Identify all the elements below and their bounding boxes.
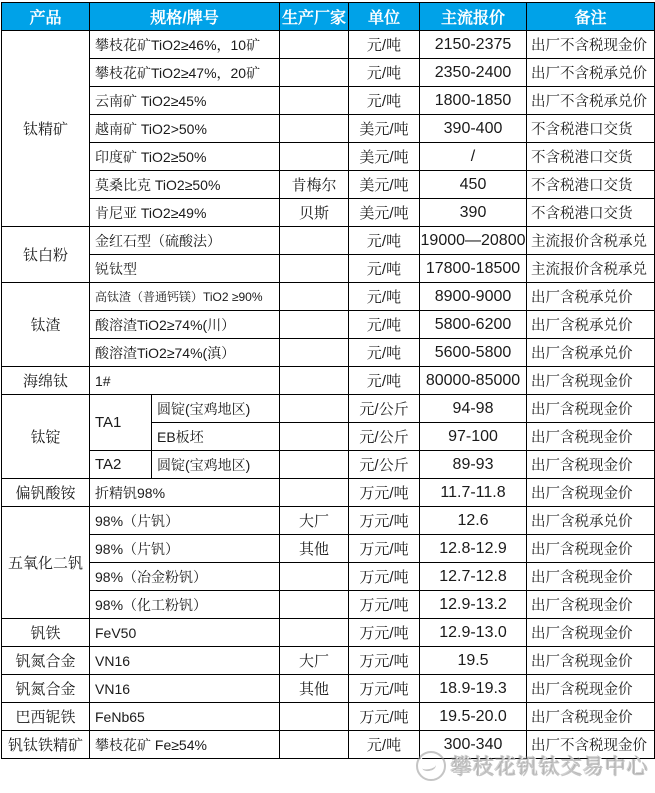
unit-cell: 美元/吨 <box>349 115 420 143</box>
price-cell: 300-340 <box>420 731 527 759</box>
table-row <box>2 339 655 367</box>
mfr-cell <box>280 227 349 255</box>
column-header: 单位 <box>349 3 420 31</box>
product-cell: 钒氮合金 <box>2 647 90 675</box>
table-row <box>2 451 655 479</box>
remark-cell: 不含税港口交货 <box>527 115 655 143</box>
mfr-cell <box>280 591 349 619</box>
spec-cell: FeV50 <box>90 619 280 647</box>
unit-cell: 元/公斤 <box>349 451 420 479</box>
price-cell: 12.7-12.8 <box>420 563 527 591</box>
spec-cell: 酸溶渣TiO2≥74%(滇） <box>90 339 280 367</box>
price-cell: 12.9-13.2 <box>420 591 527 619</box>
remark-cell: 出厂含税现金价 <box>527 367 655 395</box>
unit-cell: 元/吨 <box>349 311 420 339</box>
mfr-cell <box>280 311 349 339</box>
table-row <box>2 227 655 255</box>
price-cell: 5600-5800 <box>420 339 527 367</box>
remark-cell: 主流报价含税承兑 <box>527 227 655 255</box>
remark-cell: 出厂不含税现金价 <box>527 731 655 759</box>
mfr-cell <box>280 731 349 759</box>
mfr-cell <box>280 339 349 367</box>
column-header: 生产厂家 <box>280 3 349 31</box>
unit-cell: 万元/吨 <box>349 591 420 619</box>
remark-cell: 主流报价含税承兑 <box>527 255 655 283</box>
table-row <box>2 619 655 647</box>
unit-cell: 万元/吨 <box>349 507 420 535</box>
product-cell: 钒氮合金 <box>2 675 90 703</box>
watermark-text: 攀枝花钒钛交易中心 <box>451 756 649 779</box>
spec-cell: 攀枝花矿TiO2≥47%，20矿 <box>90 59 280 87</box>
spec-cell: 攀枝花矿TiO2≥46%，10矿 <box>90 31 280 59</box>
price-cell: 94-98 <box>420 395 527 423</box>
column-header: 规格/牌号 <box>90 3 280 31</box>
grade-cell: TA1 <box>90 395 152 451</box>
table-row <box>2 563 655 591</box>
unit-cell: 元/吨 <box>349 255 420 283</box>
mfr-cell: 大厂 <box>280 507 349 535</box>
mfr-cell <box>280 283 349 311</box>
table-row <box>2 115 655 143</box>
price-cell: 19.5 <box>420 647 527 675</box>
table-row <box>2 199 655 227</box>
mfr-cell <box>280 451 349 479</box>
spec-cell: 攀枝花矿 Fe≥54% <box>90 731 280 759</box>
mfr-cell <box>280 703 349 731</box>
remark-cell: 出厂含税现金价 <box>527 591 655 619</box>
product-cell: 钒铁 <box>2 619 90 647</box>
unit-cell: 元/吨 <box>349 367 420 395</box>
remark-cell: 出厂含税承兑价 <box>527 339 655 367</box>
table-row <box>2 479 655 507</box>
spec-cell: 98%（片钒） <box>90 535 280 563</box>
price-cell: 19000—20800 <box>420 227 527 255</box>
table-row <box>2 143 655 171</box>
table-row <box>2 283 655 311</box>
remark-cell: 出厂不含税现金价 <box>527 31 655 59</box>
mfr-cell: 其他 <box>280 535 349 563</box>
mfr-cell <box>280 395 349 423</box>
unit-cell: 万元/吨 <box>349 535 420 563</box>
product-cell: 偏钒酸铵 <box>2 479 90 507</box>
unit-cell: 元/吨 <box>349 227 420 255</box>
mfr-cell <box>280 115 349 143</box>
product-cell: 钛白粉 <box>2 227 90 283</box>
price-cell: 17800-18500 <box>420 255 527 283</box>
remark-cell: 出厂含税现金价 <box>527 535 655 563</box>
price-cell: 2150-2375 <box>420 31 527 59</box>
table-row <box>2 591 655 619</box>
table-row <box>2 507 655 535</box>
price-cell: 450 <box>420 171 527 199</box>
price-cell: 12.8-12.9 <box>420 535 527 563</box>
table-row <box>2 367 655 395</box>
mfr-cell <box>280 423 349 451</box>
table-row <box>2 31 655 59</box>
price-cell: 5800-6200 <box>420 311 527 339</box>
spec-cell: VN16 <box>90 647 280 675</box>
remark-cell: 出厂含税现金价 <box>527 451 655 479</box>
type-cell: 圆锭(宝鸡地区) <box>152 451 280 479</box>
unit-cell: 美元/吨 <box>349 143 420 171</box>
remark-cell: 出厂含税现金价 <box>527 395 655 423</box>
remark-cell: 出厂含税现金价 <box>527 675 655 703</box>
unit-cell: 元/吨 <box>349 283 420 311</box>
remark-cell: 出厂不含税承兑价 <box>527 59 655 87</box>
spec-cell: 金红石型（硫酸法） <box>90 227 280 255</box>
unit-cell: 万元/吨 <box>349 479 420 507</box>
spec-cell: 锐钛型 <box>90 255 280 283</box>
remark-cell: 不含税港口交货 <box>527 199 655 227</box>
unit-cell: 美元/吨 <box>349 199 420 227</box>
grade-cell: TA2 <box>90 451 152 479</box>
column-header: 备注 <box>527 3 655 31</box>
price-cell: 18.9-19.3 <box>420 675 527 703</box>
table-row <box>2 395 655 423</box>
price-table <box>1 2 655 759</box>
spec-cell: 越南矿 TiO2>50% <box>90 115 280 143</box>
price-cell: 89-93 <box>420 451 527 479</box>
unit-cell: 万元/吨 <box>349 703 420 731</box>
spec-cell: 高钛渣（普通钙镁）TiO2 ≥90% <box>90 283 280 311</box>
table-row <box>2 535 655 563</box>
price-cell: 12.6 <box>420 507 527 535</box>
unit-cell: 元/吨 <box>349 59 420 87</box>
spec-cell: 云南矿 TiO2≥45% <box>90 87 280 115</box>
spec-cell: 莫桑比克 TiO2≥50% <box>90 171 280 199</box>
table-row <box>2 675 655 703</box>
price-cell: 19.5-20.0 <box>420 703 527 731</box>
table-row <box>2 647 655 675</box>
product-cell: 钛锭 <box>2 395 90 479</box>
table-row <box>2 59 655 87</box>
table-row <box>2 731 655 759</box>
mfr-cell <box>280 563 349 591</box>
price-cell: 390 <box>420 199 527 227</box>
price-cell: 12.9-13.0 <box>420 619 527 647</box>
spec-cell: 98%（片钒） <box>90 507 280 535</box>
unit-cell: 万元/吨 <box>349 675 420 703</box>
spec-cell: 1# <box>90 367 280 395</box>
unit-cell: 万元/吨 <box>349 619 420 647</box>
unit-cell: 万元/吨 <box>349 563 420 591</box>
price-cell: 97-100 <box>420 423 527 451</box>
mfr-cell <box>280 143 349 171</box>
type-cell: 圆锭(宝鸡地区) <box>152 395 280 423</box>
price-cell: 11.7-11.8 <box>420 479 527 507</box>
remark-cell: 出厂含税现金价 <box>527 647 655 675</box>
mfr-cell <box>280 255 349 283</box>
mfr-cell: 贝斯 <box>280 199 349 227</box>
unit-cell: 元/吨 <box>349 87 420 115</box>
remark-cell: 出厂含税现金价 <box>527 619 655 647</box>
mfr-cell <box>280 619 349 647</box>
spec-cell: 肯尼亚 TiO2≥49% <box>90 199 280 227</box>
unit-cell: 元/公斤 <box>349 423 420 451</box>
remark-cell: 出厂含税现金价 <box>527 563 655 591</box>
price-cell: 8900-9000 <box>420 283 527 311</box>
remark-cell: 出厂含税承兑价 <box>527 283 655 311</box>
column-header: 主流报价 <box>420 3 527 31</box>
spec-cell: 98%（化工粉钒） <box>90 591 280 619</box>
unit-cell: 元/公斤 <box>349 395 420 423</box>
mfr-cell <box>280 59 349 87</box>
table-row <box>2 87 655 115</box>
product-cell: 钛精矿 <box>2 31 90 227</box>
mfr-cell: 肯梅尔 <box>280 171 349 199</box>
product-cell: 钛渣 <box>2 283 90 367</box>
spec-cell: 98%（冶金粉钒） <box>90 563 280 591</box>
spec-cell: 印度矿 TiO2≥50% <box>90 143 280 171</box>
table-row <box>2 311 655 339</box>
table-row <box>2 171 655 199</box>
product-cell: 巴西铌铁 <box>2 703 90 731</box>
price-cell: 80000-85000 <box>420 367 527 395</box>
price-cell: 390-400 <box>420 115 527 143</box>
mfr-cell <box>280 479 349 507</box>
mfr-cell <box>280 31 349 59</box>
mfr-cell <box>280 367 349 395</box>
remark-cell: 出厂含税承兑价 <box>527 311 655 339</box>
mfr-cell <box>280 87 349 115</box>
remark-cell: 出厂不含税承兑价 <box>527 87 655 115</box>
unit-cell: 美元/吨 <box>349 171 420 199</box>
unit-cell: 万元/吨 <box>349 647 420 675</box>
price-cell: 1800-1850 <box>420 87 527 115</box>
remark-cell: 出厂含税现金价 <box>527 479 655 507</box>
mfr-cell: 大厂 <box>280 647 349 675</box>
spec-cell: FeNb65 <box>90 703 280 731</box>
unit-cell: 元/吨 <box>349 31 420 59</box>
column-header: 产品 <box>2 3 90 31</box>
spec-cell: 折精钒98% <box>90 479 280 507</box>
table-row <box>2 255 655 283</box>
remark-cell: 出厂含税现金价 <box>527 423 655 451</box>
product-cell: 钒钛铁精矿 <box>2 731 90 759</box>
type-cell: EB板坯 <box>152 423 280 451</box>
spec-cell: VN16 <box>90 675 280 703</box>
product-cell: 海绵钛 <box>2 367 90 395</box>
price-cell: 2350-2400 <box>420 59 527 87</box>
spec-cell: 酸溶渣TiO2≥74%(川） <box>90 311 280 339</box>
table-row <box>2 703 655 731</box>
price-cell: / <box>420 143 527 171</box>
remark-cell: 不含税港口交货 <box>527 143 655 171</box>
product-cell: 五氧化二钒 <box>2 507 90 619</box>
remark-cell: 出厂含税现金价 <box>527 703 655 731</box>
unit-cell: 元/吨 <box>349 339 420 367</box>
mfr-cell: 其他 <box>280 675 349 703</box>
remark-cell: 不含税港口交货 <box>527 171 655 199</box>
unit-cell: 元/吨 <box>349 731 420 759</box>
remark-cell: 出厂含税承兑价 <box>527 507 655 535</box>
table-header-row <box>2 3 655 31</box>
